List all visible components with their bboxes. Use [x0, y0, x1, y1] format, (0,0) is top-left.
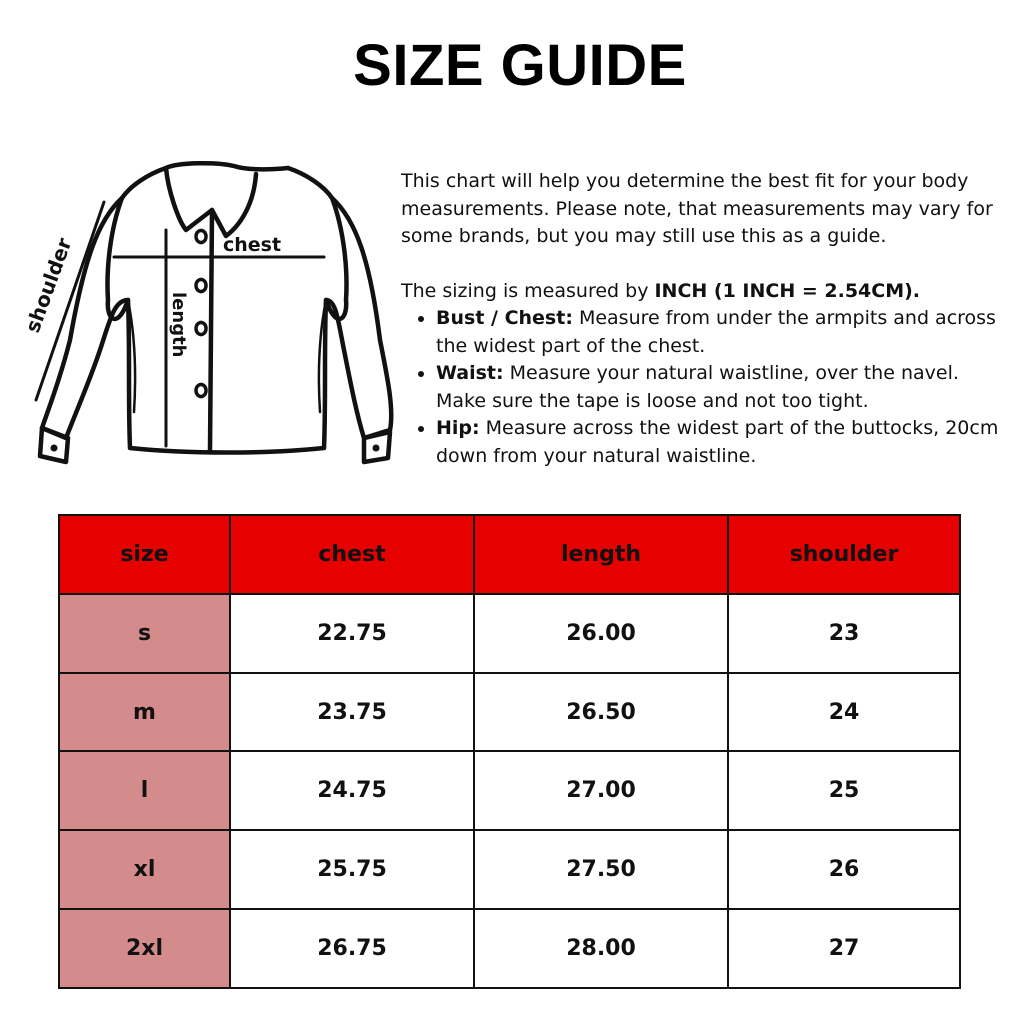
shoulder-cell: 26: [728, 830, 960, 909]
measure-list: [401, 305, 1001, 470]
size-guide-description: [401, 168, 1001, 470]
list-item: [436, 415, 1001, 470]
length-cell: 27.50: [474, 830, 728, 909]
shoulder-cell: 23: [728, 594, 960, 673]
bullet-text: Measure your natural waistline, over the navel. Make sure the tape is loose and not too tight.: [436, 362, 959, 412]
size-cell: s: [59, 594, 230, 673]
shoulder-label: shoulder: [20, 234, 77, 336]
chest-cell: 22.75: [230, 594, 474, 673]
unit-note: [401, 278, 1001, 306]
size-cell: 2xl: [59, 909, 230, 988]
page-title: SIZE GUIDE: [353, 33, 687, 98]
length-cell: 26.00: [474, 594, 728, 673]
length-cell: 26.50: [474, 673, 728, 752]
header-shoulder: shoulder: [728, 515, 960, 594]
length-cell: 27.00: [474, 751, 728, 830]
length-label: length: [168, 292, 189, 358]
unit-note-prefix: The sizing is measured by: [401, 279, 655, 302]
bullet-term: Hip:: [436, 417, 480, 439]
table-row: [59, 830, 960, 909]
size-cell: xl: [59, 830, 230, 909]
length-cell: 28.00: [474, 909, 728, 988]
header-length: length: [474, 515, 728, 594]
bullet-term: Waist:: [436, 362, 504, 384]
bullet-text: Measure from under the armpits and across the widest part of the chest.: [436, 307, 996, 357]
header-size: size: [59, 515, 230, 594]
table-row: [59, 594, 960, 673]
table-row: [59, 751, 960, 830]
table-header-row: [59, 515, 960, 594]
chest-cell: 23.75: [230, 673, 474, 752]
chest-cell: 26.75: [230, 909, 474, 988]
table-row: [59, 909, 960, 988]
intro-text: This chart will help you determine the best fit for your body measurements. Please note, that measurements may vary for some brands, but you may still use this as a guide.: [401, 170, 993, 247]
shoulder-cell: 24: [728, 673, 960, 752]
bullet-text: Measure across the widest part of the buttocks, 20cm down from your natural waistline.: [436, 417, 999, 467]
size-cell: l: [59, 751, 230, 830]
chest-cell: 25.75: [230, 830, 474, 909]
shirt-illustration: [18, 150, 398, 480]
list-item: [436, 360, 1001, 415]
list-item: [436, 305, 1001, 360]
size-table: [58, 514, 961, 989]
chest-label: chest: [223, 234, 282, 256]
shoulder-cell: 25: [728, 751, 960, 830]
unit-note-value: INCH (1 INCH = 2.54CM).: [654, 279, 921, 302]
table-row: [59, 673, 960, 752]
chest-cell: 24.75: [230, 751, 474, 830]
size-cell: m: [59, 673, 230, 752]
shoulder-cell: 27: [728, 909, 960, 988]
bullet-term: Bust / Chest:: [436, 307, 573, 329]
header-chest: chest: [230, 515, 474, 594]
